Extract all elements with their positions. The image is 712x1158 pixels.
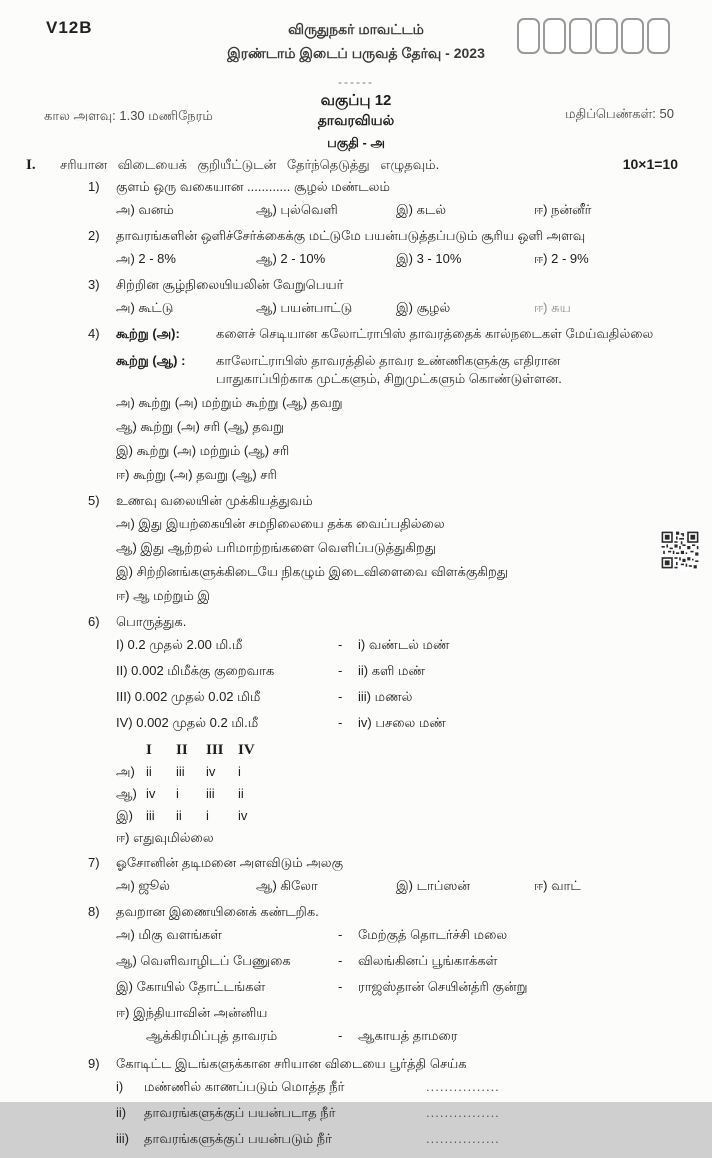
question-5 — [0, 492, 712, 611]
time-duration-label: கால அளவு: 1.30 மணிநேரம் — [44, 108, 213, 123]
question-6 — [0, 613, 712, 852]
question-text: தவறான இணையினைக் கண்டறிக. — [116, 904, 319, 920]
item-text: தாவரங்களுக்குப் பயன்படாத நீர் — [144, 1105, 336, 1121]
question-9-items — [116, 1078, 712, 1156]
register-number-box — [517, 18, 540, 54]
option-aa: ஆ) பயன்பாட்டு — [256, 300, 353, 315]
matrix-header-cell: IV — [238, 742, 255, 759]
option-aa: ஆ) கிலோ — [256, 878, 318, 894]
class-label: வகுப்பு 12 — [320, 92, 392, 109]
pair-right: ஆகாயத் தாமரை — [358, 1028, 458, 1044]
pair-left: ஆ) வெளிவாழிடப் பேணுகை — [116, 953, 291, 969]
paper-code: V12B — [46, 18, 93, 37]
option-label: அ) — [116, 764, 135, 780]
matrix-cell: iv — [146, 786, 156, 802]
question-number: 8) — [88, 904, 100, 920]
match-row-4 — [116, 714, 712, 740]
option-a: அ) கூட்டு — [116, 300, 174, 315]
matrix-cell: ii — [146, 764, 152, 780]
pair-row-a — [116, 926, 712, 952]
option-aa: ஆ) இது ஆற்றல் பரிமாற்றங்களை வெளிப்படுத்துகிறது — [116, 540, 437, 556]
question-6-match-table — [116, 636, 712, 852]
question-4-options — [116, 394, 712, 490]
match-left: IV) 0.002 முதல் 0.2 மி.மீ — [116, 715, 259, 731]
option-ee: ஈ) நன்னீர் — [534, 202, 592, 217]
option-ee: ஈ) சுய — [534, 300, 571, 315]
question-text: பொருத்துக. — [116, 614, 187, 630]
fill-item-3 — [116, 1130, 712, 1156]
matrix-cell: i — [206, 808, 209, 824]
pair-row-aa — [116, 952, 712, 978]
question-number: 4) — [88, 326, 100, 341]
option-ee: ஈ) 2 - 9% — [534, 251, 589, 266]
statement-a-label: கூற்று (அ): — [116, 326, 180, 341]
question-5-options — [116, 515, 712, 611]
option-a: அ) இது இயற்கையின் சமநிலையை தக்க வைப்பதில்லை — [116, 516, 445, 532]
matrix-header-cell: I — [146, 742, 152, 759]
option-i: இ) சூழல் — [396, 300, 451, 315]
matrix-cell: iii — [146, 808, 155, 824]
register-number-box — [543, 18, 566, 54]
option-label: ஆ) — [116, 786, 137, 802]
option-aa: ஆ) கூற்று (அ) சரி (ஆ) தவறு — [116, 419, 285, 435]
question-1-options — [116, 201, 712, 225]
item-label: i) — [116, 1079, 124, 1095]
pair-right: விலங்கினப் பூங்காக்கள் — [358, 953, 498, 969]
subject-title: தாவரவியல் — [317, 112, 395, 128]
question-2-options — [116, 250, 712, 274]
question-text: தாவரங்களின் ஒளிச்சேர்க்கைக்கு மட்டுமே பயன்படுத்தப்படும் சூரிய ஒளி அளவு — [116, 228, 586, 243]
separator-dashes: ------ — [338, 75, 374, 89]
item-label: ii) — [116, 1105, 127, 1121]
matrix-row-a — [116, 763, 712, 785]
register-number-box — [569, 18, 592, 54]
match-dash: - — [338, 637, 343, 653]
matrix-row-aa — [116, 785, 712, 807]
question-number: 3) — [88, 277, 100, 292]
section-numeral: I. — [26, 157, 36, 173]
question-9 — [0, 1055, 712, 1156]
register-number-boxes — [517, 18, 670, 54]
question-7-options — [116, 877, 712, 901]
answer-blank: ................ — [426, 1105, 500, 1121]
matrix-cell: iv — [206, 764, 216, 780]
pair-dash: - — [338, 979, 343, 995]
option-i: இ) டாப்ஸன் — [396, 878, 470, 894]
match-right: iv) பசலை மண் — [358, 715, 446, 731]
question-7 — [0, 854, 712, 901]
match-dash: - — [338, 689, 343, 705]
option-i: இ) கூற்று (அ) மற்றும் (ஆ) சரி — [116, 443, 290, 459]
answer-blank: ................ — [426, 1079, 500, 1095]
question-number: 7) — [88, 855, 100, 871]
matrix-cell: i — [238, 764, 241, 780]
answer-blank: ................ — [426, 1131, 500, 1147]
question-2 — [0, 227, 712, 274]
part-label: பகுதி - அ — [327, 135, 385, 150]
pair-dash: - — [338, 953, 343, 969]
matrix-header-cell: II — [176, 742, 188, 759]
question-number: 9) — [88, 1056, 100, 1072]
matrix-cell: ii — [238, 786, 244, 802]
match-right: iii) மணல் — [358, 689, 413, 705]
question-8-pairs — [116, 926, 712, 1053]
district-title: விருதுநகர் மாவட்டம் — [288, 21, 424, 37]
statement-b-text: காலோட்ராபிஸ் தாவரத்தில் தாவர உண்ணிகளுக்கு எதிரான பாதுகாப்பிற்காக முட்களும், சிறுமுட்களும் கொண்டுள்ளன. — [216, 353, 562, 387]
register-number-box — [621, 18, 644, 54]
question-1 — [0, 178, 712, 225]
pair-left: அ) மிகு வளங்கள் — [116, 927, 222, 943]
statement-a-text: களைச் செடியான கலோட்ராபிஸ் தாவரத்தைக் கால்நடைகள் மேய்வதில்லை — [216, 326, 654, 341]
matrix-cell: iii — [206, 786, 215, 802]
question-text: ஓசோனின் தடிமனை அளவிடும் அலகு — [116, 855, 344, 871]
option-i: இ) 3 - 10% — [396, 251, 462, 266]
option-a: அ) வனம் — [116, 202, 174, 217]
register-number-box — [647, 18, 670, 54]
match-left: III) 0.002 முதல் 0.02 மிமீ — [116, 689, 261, 705]
matrix-cell: i — [176, 786, 179, 802]
matrix-cell: ii — [176, 808, 182, 824]
matrix-row-i — [116, 807, 712, 829]
option-ee: ஈ) ஆ மற்றும் இ — [116, 588, 211, 604]
match-row-2 — [116, 662, 712, 688]
section-1-header — [26, 155, 678, 176]
exam-title: இரண்டாம் இடைப் பருவத் தேர்வு - 2023 — [227, 45, 485, 61]
fill-item-2 — [116, 1104, 712, 1130]
option-a: அ) 2 - 8% — [116, 251, 176, 266]
question-text: குளம் ஒரு வகையான ............ சூழல் மண்டலம் — [116, 179, 390, 194]
pair-dash: - — [338, 1028, 343, 1044]
item-label: iii) — [116, 1131, 129, 1147]
match-left: II) 0.002 மிமீக்கு குறைவாக — [116, 663, 275, 679]
match-right: i) வண்டல் மண் — [358, 637, 450, 653]
option-aa: ஆ) புல்வெளி — [256, 202, 338, 217]
match-dash: - — [338, 663, 343, 679]
question-4 — [0, 325, 712, 490]
matrix-cell: iii — [176, 764, 185, 780]
option-ee: ஈ) கூற்று (அ) தவறு (ஆ) சரி — [116, 467, 277, 483]
question-3-options — [116, 299, 712, 323]
question-number: 1) — [88, 179, 100, 194]
section-marks: 10×1=10 — [622, 156, 678, 172]
question-text: உணவு வலையின் முக்கியத்துவம் — [116, 493, 313, 509]
fill-item-1 — [116, 1078, 712, 1104]
question-number: 5) — [88, 493, 100, 509]
match-row-3 — [116, 688, 712, 714]
question-text: சிற்றின சூழ்நிலையியலின் வேறுபெயர் — [116, 277, 344, 292]
option-i: இ) சிற்றினங்களுக்கிடையே நிகழும் இடைவிளைவை விளக்குகிறது — [116, 564, 509, 580]
pair-right: ராஜஸ்தான் செயின்த்ரி குன்று — [358, 979, 528, 995]
section-instruction: சரியான விடையைக் குறியீட்டுடன் தேர்ந்தெடுத்து எழுதவும். — [60, 157, 440, 172]
pair-dash: - — [338, 927, 343, 943]
matrix-header — [146, 740, 712, 763]
register-number-box — [595, 18, 618, 54]
item-text: தாவரங்களுக்குப் பயன்படும் நீர் — [144, 1131, 332, 1147]
match-right: ii) களி மண் — [358, 663, 426, 679]
pair-row-i — [116, 978, 712, 1004]
questions-list — [0, 178, 712, 1158]
option-ee-none: ஈ) எதுவுமில்லை — [116, 830, 214, 846]
pair-right: மேற்குத் தொடர்ச்சி மலை — [358, 927, 508, 943]
match-row-1 — [116, 636, 712, 662]
option-a: அ) கூற்று (அ) மற்றும் கூற்று (ஆ) தவறு — [116, 395, 343, 411]
question-number: 6) — [88, 614, 100, 630]
match-dash: - — [338, 715, 343, 731]
option-a: அ) ஜூல் — [116, 878, 170, 894]
pair-row-ee-line2 — [116, 1027, 712, 1053]
item-text: மண்ணில் காணப்படும் மொத்த நீர் — [144, 1079, 345, 1095]
pair-left: இ) கோயில் தோட்டங்கள் — [116, 979, 266, 995]
matrix-cell: iv — [238, 808, 248, 824]
question-text: கோடிட்ட இடங்களுக்கான சரியான விடையை பூர்த்தி செய்க — [116, 1056, 467, 1072]
matrix-header-cell: III — [206, 742, 224, 759]
question-number: 2) — [88, 228, 100, 243]
option-i: இ) கடல் — [396, 202, 447, 217]
total-marks-label: மதிப்பெண்கள்: 50 — [565, 106, 674, 121]
pair-row-ee-line1: ஈ) இந்தியாவின் அன்னிய — [116, 1005, 268, 1021]
statement-b-label: கூற்று (ஆ) : — [116, 353, 186, 368]
pair-left: ஆக்கிரமிப்புத் தாவரம் — [146, 1028, 278, 1044]
match-left: I) 0.2 முதல் 2.00 மி.மீ — [116, 637, 243, 653]
question-8 — [0, 903, 712, 1053]
question-3 — [0, 276, 712, 323]
option-ee: ஈ) வாட் — [534, 878, 581, 894]
option-label: இ) — [116, 808, 133, 824]
option-aa: ஆ) 2 - 10% — [256, 251, 326, 266]
